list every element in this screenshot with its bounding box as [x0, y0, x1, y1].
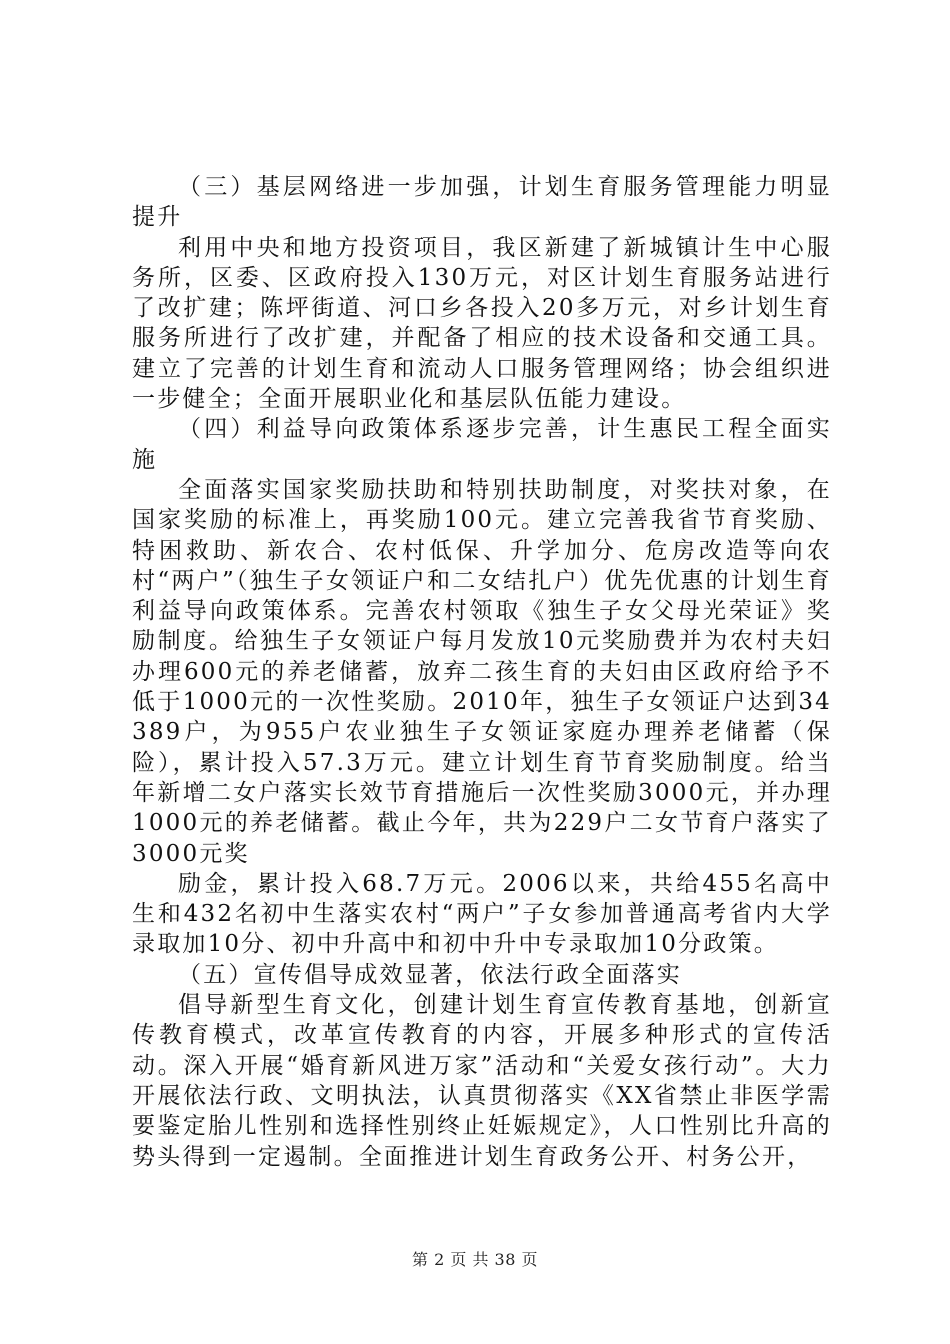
section-heading-5: （五）宣传倡导成效显著，依法行政全面落实: [178, 961, 682, 988]
section-heading-3: （三）基层网络进一步加强，计划生育服务管理能力明显提升: [132, 174, 832, 231]
section-heading-4: （四）利益导向政策体系逐步完善，计生惠民工程全面实施: [132, 416, 832, 473]
paragraph: 全面落实国家奖励扶助和特别扶助制度，对奖扶对象，在国家奖励的标准上，再奖励100元。建立完善我省节育奖励、特困救助、新农合、农村低保、升学加分、危房改造等向农村“两户”（独生子女领证户和二女结扎户）优先优惠的计划生育利益导向政策体系。完善农村领取《独生子女父母光荣证》奖励制度。给独生子女领证户每月发放10元奖励费并为农村夫妇办理600元的养老储蓄，放弃二孩生育的夫妇由区政府给予不低于1000元的一次性奖励。2010年，独生子女领证户达到34389户，为955户农业独生子女领证家庭办理养老储蓄（保险），累计投入57.3万元。建立计划生育节育奖励制度。给当年新增二女户落实长效节育措施后一次性奖励3000元，并办理1000元的养老储蓄。截止今年，共为229户二女节育户落实了3000元奖: [132, 476, 832, 867]
paragraph: 利用中央和地方投资项目，我区新建了新城镇计生中心服务所，区委、区政府投入130万元，对区计划生育服务站进行了改扩建；陈坪街道、河口乡各投入20多万元，对乡计划生育服务所进行了改扩建，并配备了相应的技术设备和交通工具。建立了完善的计划生育和流动人口服务管理网络；协会组织进一步健全；全面开展职业化和基层队伍能力建设。: [132, 234, 832, 413]
paragraph: 励金，累计投入68.7万元。2006以来，共给455名高中生和432名初中生落实农村“两户”子女参加普通高考省内大学录取加10分、初中升高中和初中升中专录取加10分政策。: [132, 870, 832, 958]
paragraph: 倡导新型生育文化，创建计划生育宣传教育基地，创新宣传教育模式，改革宣传教育的内容，开展多种形式的宣传活动。深入开展“婚育新风进万家”活动和“关爱女孩行动”。大力开展依法行政、文明执法，认真贯彻落实《XX省禁止非医学需要鉴定胎儿性别和选择性别终止妊娠规定》，人口性别比升高的势头得到一定遏制。全面推进计划生育政务公开、村务公开，: [132, 992, 832, 1170]
document-body: [132, 172, 832, 1172]
page-footer: 第 2 页 共 38 页: [412, 1250, 538, 1269]
